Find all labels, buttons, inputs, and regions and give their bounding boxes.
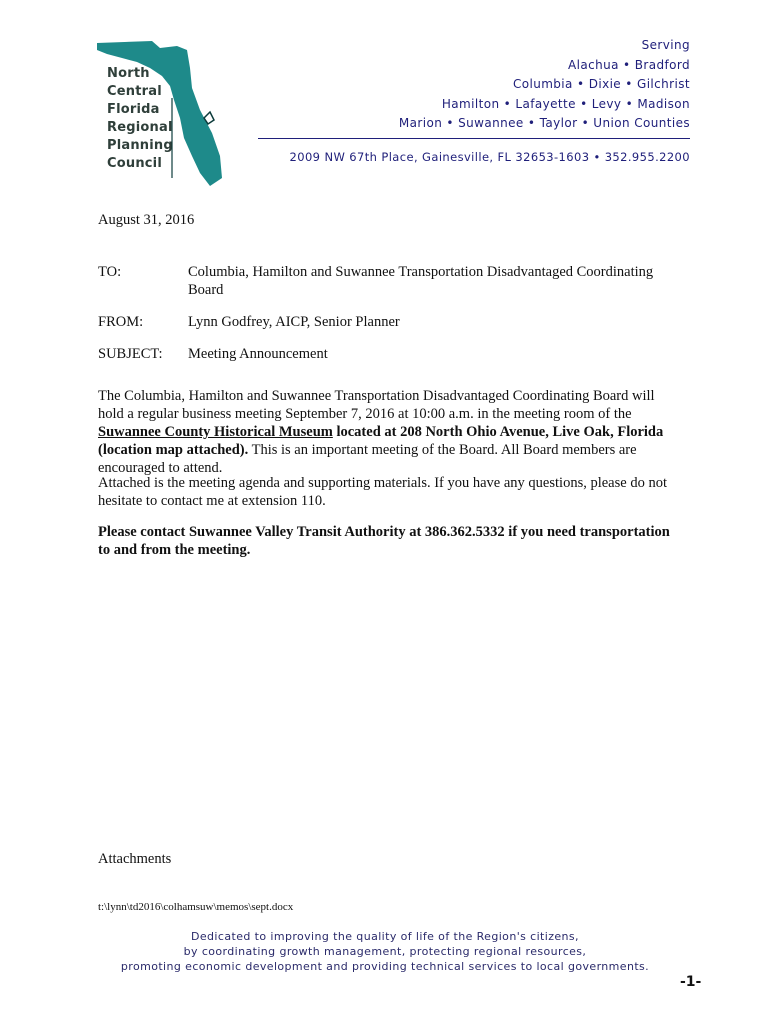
attachments-paragraph: Attached is the meeting agenda and supporting materials. If you have any questions, please do not hesitate to contact me at extension 110.: [98, 475, 667, 509]
footer-line: Dedicated to improving the quality of life of the Region's citizens,: [191, 930, 579, 943]
letterhead-address: 2009 NW 67th Place, Gainesville, FL 32653-1603 • 352.955.2200: [289, 150, 690, 164]
meeting-paragraph: [98, 387, 678, 477]
org-line: Regional: [107, 120, 173, 135]
meeting-location: Suwannee County Historical Museum: [98, 424, 333, 440]
serving-counties: [399, 36, 690, 134]
meeting-address: located at 208 North Ohio Avenue, Live Oak, Florida (location map attached).: [98, 424, 664, 458]
footer-line: promoting economic development and providing technical services to local governments.: [120, 960, 650, 973]
subject-value: Meeting Announcement: [188, 346, 328, 362]
file-path: t:\lynn\td2016\colhamsuw\memos\sept.docx: [98, 901, 294, 913]
organization-name: [107, 65, 227, 173]
serving-line: Columbia • Dixie • Gilchrist: [512, 77, 690, 91]
footer-mission: [60, 929, 710, 974]
org-line: Council: [107, 156, 162, 171]
from-label: FROM:: [98, 314, 144, 330]
serving-line: Marion • Suwannee • Taylor • Union Counties: [398, 116, 690, 130]
footer-line: by coordinating growth management, protecting regional resources,: [183, 945, 587, 958]
org-line: Central: [107, 84, 162, 99]
meeting-text-tail: This is an important meeting of the Board. All Board members are encouraged to attend.: [98, 442, 637, 476]
meeting-text: The Columbia, Hamilton and Suwannee Transportation Disadvantaged Coordinating Board will hold a regular business meeting September 7, 2016 at 10:00 a.m. in the meeting room of the: [98, 388, 655, 422]
transportation-paragraph: Please contact Suwannee Valley Transit Authority at 386.362.5332 if you need transportation to and from the meeting.: [98, 524, 670, 558]
subject-label: SUBJECT:: [98, 346, 163, 362]
serving-line: Hamilton • Lafayette • Levy • Madison: [441, 96, 690, 111]
attachments-label: Attachments: [98, 851, 172, 867]
page-number: -1-: [680, 974, 702, 990]
org-line: Florida: [107, 102, 160, 117]
from-value: Lynn Godfrey, AICP, Senior Planner: [188, 314, 400, 330]
memo-date: August 31, 2016: [98, 212, 195, 228]
org-line: Planning: [107, 138, 173, 153]
org-line: North: [107, 66, 150, 81]
to-label: TO:: [98, 264, 122, 280]
letterhead-divider: [258, 138, 690, 139]
serving-line: Alachua • Bradford: [567, 57, 690, 72]
serving-line: Serving: [641, 38, 690, 52]
to-value: Columbia, Hamilton and Suwannee Transportation Disadvantaged Coordinating Board: [188, 264, 654, 298]
